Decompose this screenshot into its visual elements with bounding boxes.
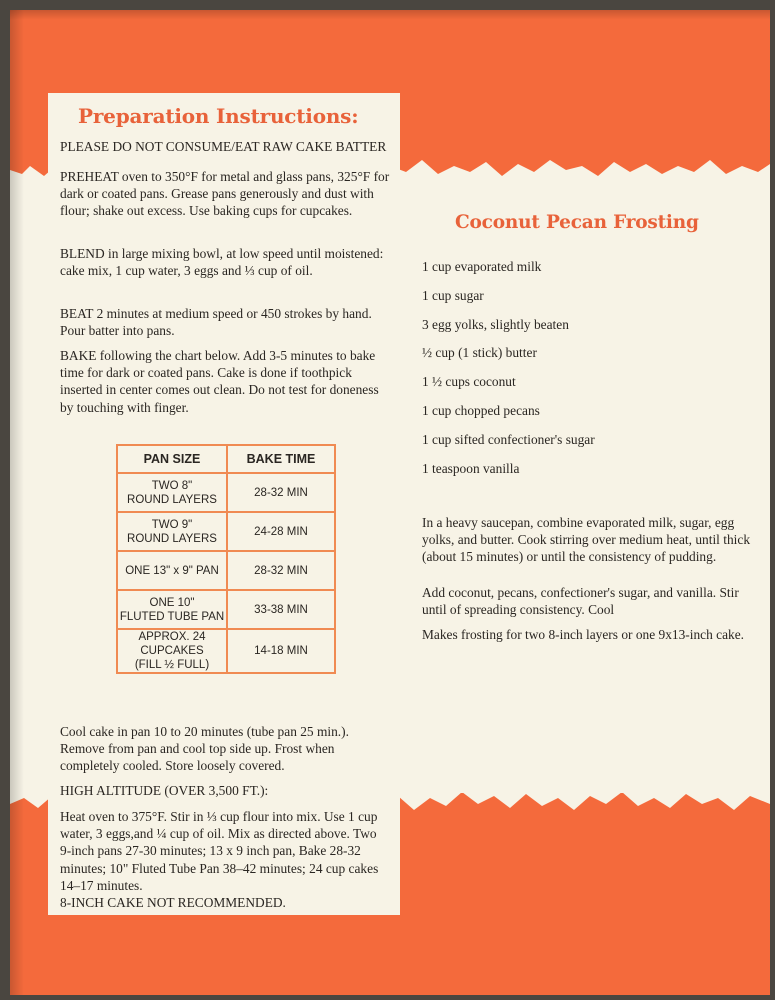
- bake-time-cell: 28-32 MIN: [227, 473, 335, 512]
- preheat-step: PREHEAT oven to 350°F for metal and glass pans, 325°F for dark or coated pans. Grease pans generously and dust with flour; shake out excess. Use baking cups for cupcakes.: [60, 169, 390, 219]
- bake-time-cell: 33-38 MIN: [227, 590, 335, 629]
- frosting-direction: Add coconut, pecans, confectioner's sugar, and vanilla. Stir until of spreading consistency. Cool: [422, 585, 739, 618]
- frosting-direction: In a heavy saucepan, combine evaporated milk, sugar, egg yolks, and butter. Cook stirring over medium heat, until thick (about 15 minutes) or until the consistency of pudding.: [422, 515, 751, 565]
- pan-size-cell: TWO 8" ROUND LAYERS: [117, 473, 227, 512]
- list-item: 1 cup sugar: [422, 287, 484, 303]
- bake-time-table: [116, 444, 336, 674]
- table-row: [117, 473, 335, 512]
- pan-size-cell: ONE 10" FLUTED TUBE PAN: [117, 590, 227, 629]
- table-row: [117, 512, 335, 551]
- box-edge-shadow-left: [10, 10, 24, 995]
- pan-size-cell: ONE 13" x 9" PAN: [117, 551, 227, 590]
- bake-step: BAKE following the chart below. Add 3-5 minutes to bake time for dark or coated pans. Cake is done if toothpick inserted in center comes out clean. Do not test for doneness by touching with finger.: [60, 348, 379, 415]
- bake-time-cell: 24-28 MIN: [227, 512, 335, 551]
- table-row: [117, 551, 335, 590]
- beat-step: BEAT 2 minutes at medium speed or 450 strokes by hand. Pour batter into pans.: [60, 306, 372, 339]
- bake-time-header: BAKE TIME: [227, 445, 335, 473]
- preparation-title: Preparation Instructions:: [78, 104, 359, 128]
- frosting-direction: Makes frosting for two 8-inch layers or one 9x13-inch cake.: [422, 627, 745, 642]
- high-altitude-note: 8-INCH CAKE NOT RECOMMENDED.: [60, 895, 286, 911]
- list-item: ½ cup (1 stick) butter: [422, 345, 537, 361]
- high-altitude-title: HIGH ALTITUDE (OVER 3,500 FT.):: [60, 783, 269, 798]
- list-item: 3 egg yolks, slightly beaten: [422, 316, 569, 332]
- bake-time-cell: 28-32 MIN: [227, 551, 335, 590]
- box-edge-shadow-top: [10, 10, 770, 20]
- list-item: 1 cup sifted confectioner's sugar: [422, 431, 595, 447]
- bake-time-cell: 14-18 MIN: [227, 629, 335, 673]
- cooling-instructions: Cool cake in pan 10 to 20 minutes (tube pan 25 min.). Remove from pan and cool top side up. Frost when completely cooled. Store loosely covered.: [60, 724, 349, 774]
- table-row: [117, 590, 335, 629]
- table-header-row: [117, 445, 335, 473]
- high-altitude-instructions: Heat oven to 375°F. Stir in ⅓ cup flour into mix. Use 1 cup water, 3 eggs,and ¼ cup of oil. Mix as directed above. Two 9-inch pans 27-30 minutes; 13 x 9 inch pan, Bake 28-32 minutes; 10" Fluted Tube Pan 38–42 minutes; 24 cup cakes 14–17 minutes. 8-INCH CAKE NOT RECOMMENDED.: [60, 809, 379, 911]
- pan-size-cell: APPROX. 24 CUPCAKES (FILL ½ FULL): [117, 629, 227, 673]
- list-item: 1 cup evaporated milk: [422, 259, 542, 274]
- frosting-ingredients-list: [422, 258, 595, 488]
- list-item: 1 cup chopped pecans: [422, 402, 540, 418]
- pan-size-header: PAN SIZE: [117, 445, 227, 473]
- pan-size-cell: TWO 9" ROUND LAYERS: [117, 512, 227, 551]
- raw-batter-warning: PLEASE DO NOT CONSUME/EAT RAW CAKE BATTER: [60, 139, 387, 154]
- table-row: [117, 629, 335, 673]
- list-item: 1 teaspoon vanilla: [422, 460, 520, 476]
- list-item: 1 ½ cups coconut: [422, 374, 516, 390]
- blend-step: BLEND in large mixing bowl, at low speed until moistened: cake mix, 1 cup water, 3 eggs and ⅓ cup of oil.: [60, 246, 384, 279]
- frosting-title: Coconut Pecan Frosting: [455, 212, 699, 233]
